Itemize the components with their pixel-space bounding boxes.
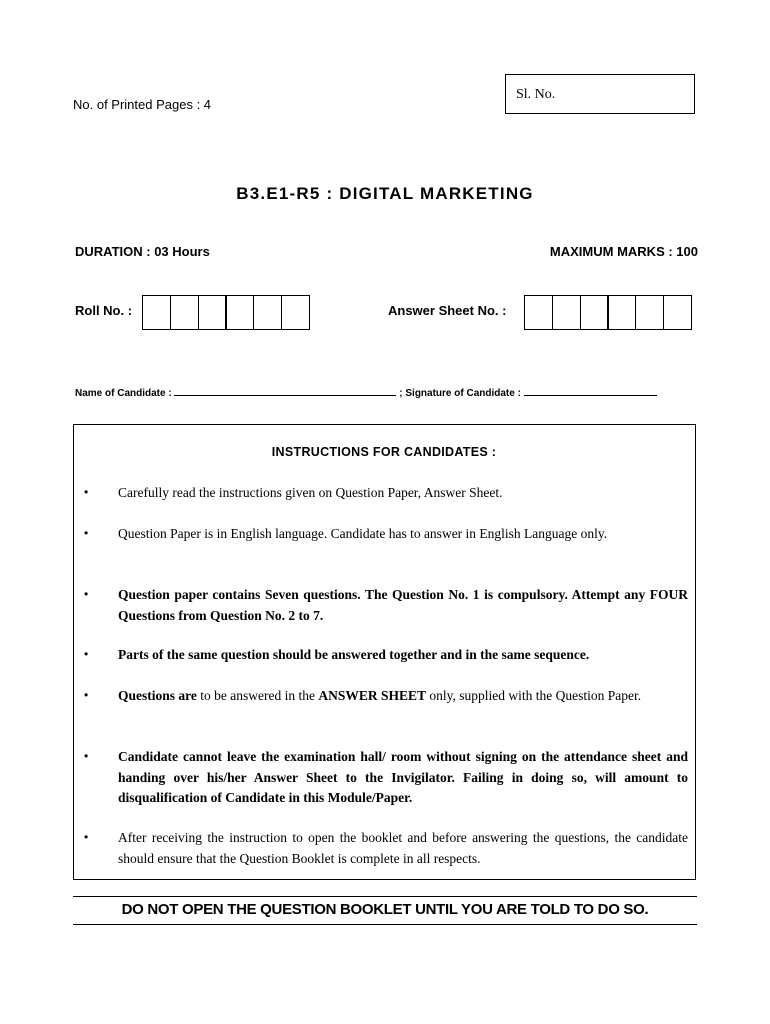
roll-number-cell[interactable]	[225, 295, 254, 330]
serial-number-box	[505, 74, 695, 114]
roll-number-cell[interactable]	[142, 295, 171, 330]
bullet-icon: •	[84, 485, 89, 499]
roll-number-cell[interactable]	[253, 295, 282, 330]
footer-bottom-rule	[73, 924, 697, 925]
answer-sheet-number-label: Answer Sheet No. :	[388, 303, 507, 318]
answer-sheet-number-cell[interactable]	[635, 295, 664, 330]
instruction-item: Parts of the same question should be answered together and in the same sequence.	[118, 647, 590, 662]
instruction-item: After receiving the instruction to open the booklet and before answering the questions, the candidate should ensure that the Question Booklet is complete in all respects.	[118, 830, 688, 866]
bullet-icon: •	[84, 647, 89, 661]
maximum-marks: MAXIMUM MARKS : 100	[549, 244, 698, 259]
bullet-icon: •	[84, 526, 89, 540]
footer-top-rule	[73, 896, 697, 897]
roll-number-cell[interactable]	[170, 295, 199, 330]
printed-pages-count: No. of Printed Pages : 4	[73, 97, 212, 112]
instruction-bold-text: Questions are	[118, 688, 197, 703]
instruction-item	[118, 686, 688, 707]
candidate-details-line	[75, 386, 697, 399]
bullet-icon: •	[84, 749, 89, 763]
instructions-box	[73, 424, 696, 880]
exam-duration: DURATION : 03 Hours	[75, 244, 210, 259]
answer-sheet-number-cell[interactable]	[524, 295, 553, 330]
candidate-signature-field[interactable]	[524, 386, 657, 396]
answer-sheet-number-cell[interactable]	[607, 295, 636, 330]
answer-sheet-number-boxes	[524, 295, 692, 330]
bullet-icon: •	[84, 688, 89, 702]
instruction-text: only, supplied with the Question Paper.	[426, 688, 642, 703]
answer-sheet-number-cell[interactable]	[663, 295, 692, 330]
roll-number-boxes	[142, 295, 310, 330]
answer-sheet-number-cell[interactable]	[580, 295, 609, 330]
bullet-icon: •	[84, 830, 89, 844]
instruction-item: Question Paper is in English language. Candidate has to answer in English Language only.	[118, 526, 608, 541]
candidate-separator: ;	[399, 388, 403, 399]
roll-number-cell[interactable]	[281, 295, 310, 330]
roll-number-cell[interactable]	[198, 295, 227, 330]
candidate-name-field[interactable]	[174, 386, 396, 396]
candidate-signature-label: Signature of Candidate :	[405, 388, 521, 399]
serial-number-label: Sl. No.	[516, 87, 556, 102]
footer-warning: DO NOT OPEN THE QUESTION BOOKLET UNTIL YOU ARE TOLD TO DO SO.	[121, 901, 649, 918]
instruction-item: Question paper contains Seven questions. The Question No. 1 is compulsory. Attempt any FOUR Questions from Question No. 2 to 7.	[118, 587, 688, 623]
instruction-item: Carefully read the instructions given on Question Paper, Answer Sheet.	[118, 485, 503, 500]
instruction-text: to be answered in the	[196, 688, 319, 703]
candidate-name-label: Name of Candidate :	[75, 388, 172, 399]
instructions-heading: INSTRUCTIONS FOR CANDIDATES :	[271, 445, 497, 459]
bullet-icon: •	[84, 587, 89, 601]
instruction-item: Candidate cannot leave the examination hall/ room without signing on the attendance sheet and handing over his/her Answer Sheet to the Invigilator. Failing in doing so, will amount to disqualification of Candidate in this Module/Paper.	[118, 749, 688, 805]
answer-sheet-number-cell[interactable]	[552, 295, 581, 330]
instruction-bold-text: ANSWER SHEET	[318, 688, 427, 703]
roll-number-label: Roll No. :	[75, 303, 133, 318]
exam-title: B3.E1-R5 : DIGITAL MARKETING	[236, 184, 534, 203]
